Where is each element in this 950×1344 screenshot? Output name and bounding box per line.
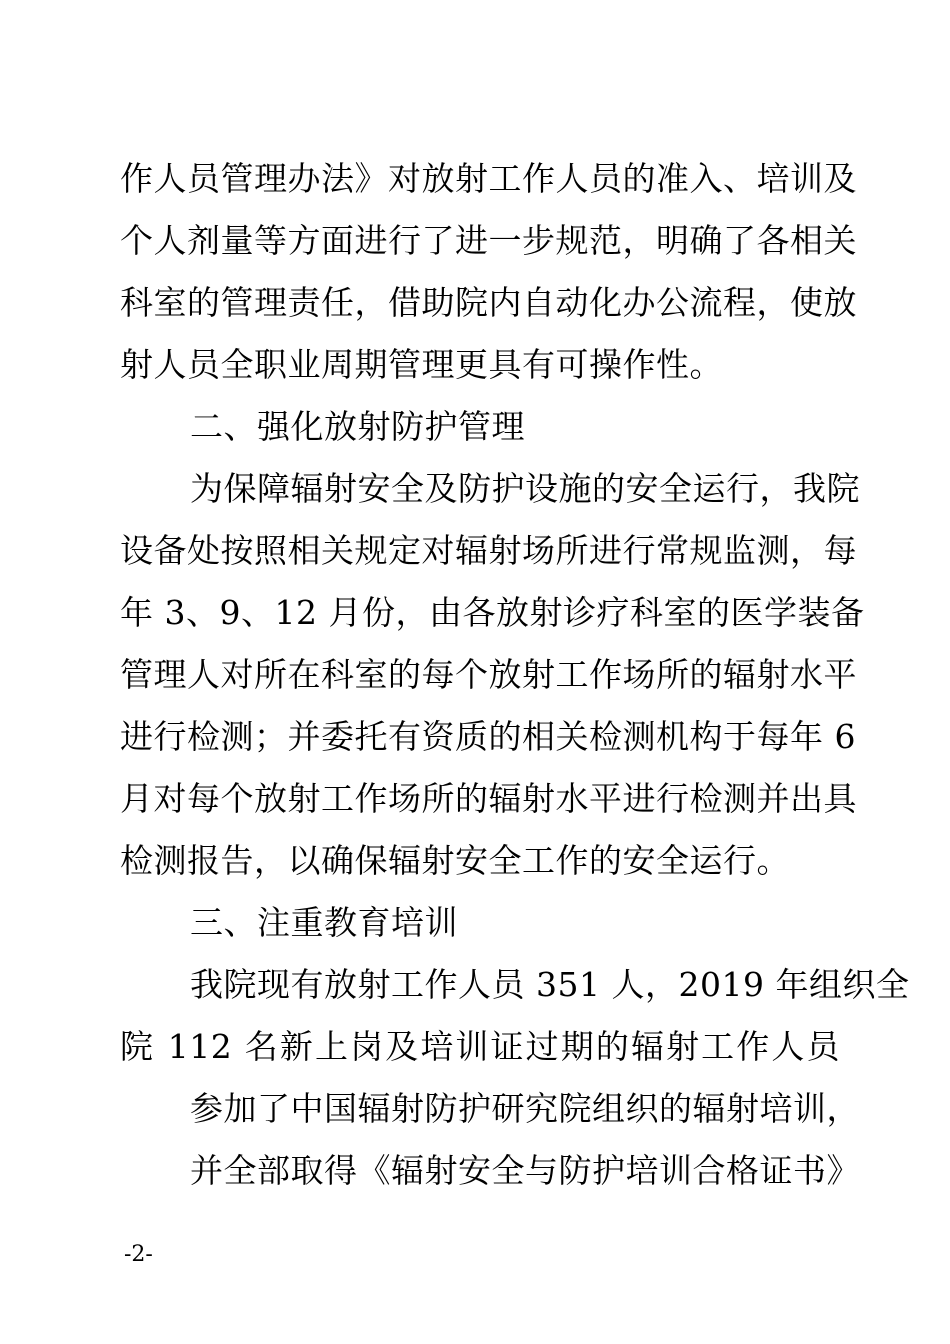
text-line: 参加了中国辐射防护研究院组织的辐射培训， [190, 1089, 860, 1128]
section-heading: 三、注重教育培训 [190, 903, 458, 942]
text-line: 个人剂量等方面进行了进一步规范，明确了各相关 [120, 221, 857, 260]
text-line: 并全部取得《辐射安全与防护培训合格证书》 [190, 1151, 860, 1190]
text-line: 进行检测；并委托有资质的相关检测机构于每年 6 [120, 717, 856, 756]
text-line: 作人员管理办法》对放射工作人员的准入、培训及 [120, 159, 857, 198]
text-line: 月对每个放射工作场所的辐射水平进行检测并出具 [120, 779, 857, 818]
text-line: 设备处按照相关规定对辐射场所进行常规监测，每 [120, 531, 857, 570]
text-line: 科室的管理责任，借助院内自动化办公流程，使放 [120, 283, 857, 322]
text-line: 为保障辐射安全及防护设施的安全运行，我院 [190, 469, 860, 508]
text-line: 管理人对所在科室的每个放射工作场所的辐射水平 [120, 655, 857, 694]
text-line: 射人员全职业周期管理更具有可操作性。 [120, 345, 723, 384]
page-number: -2- [124, 1242, 153, 1267]
text-line: 检测报告，以确保辐射安全工作的安全运行。 [120, 841, 790, 880]
section-heading: 二、强化放射防护管理 [190, 407, 525, 446]
text-line: 年 3、9、12 月份，由各放射诊疗科室的医学装备 [120, 593, 865, 632]
text-line: 院 112 名新上岗及培训证过期的辐射工作人员 [120, 1027, 840, 1066]
text-line: 我院现有放射工作人员 351 人，2019 年组织全 [190, 965, 910, 1004]
